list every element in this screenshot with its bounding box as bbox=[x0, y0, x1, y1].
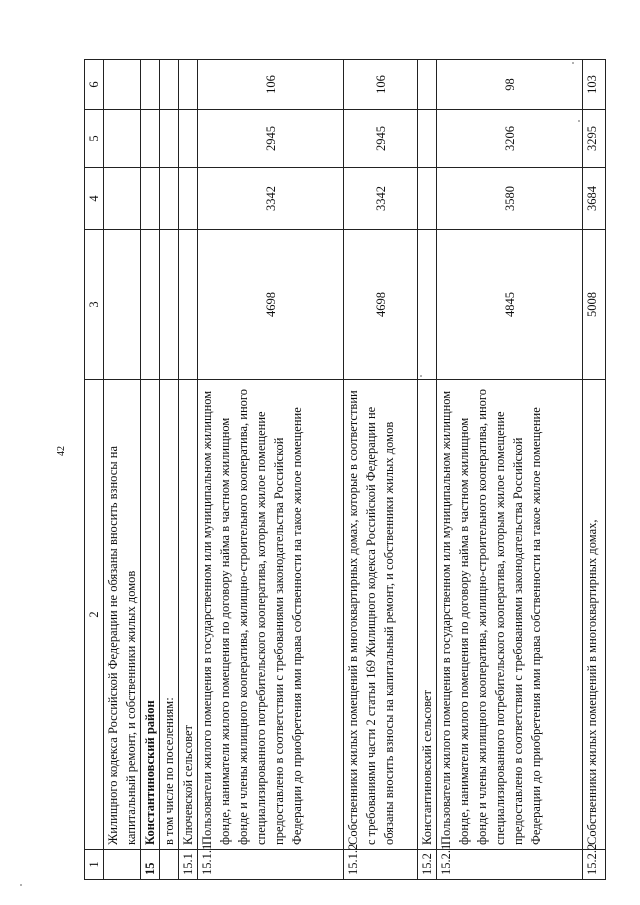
row-text: Собственники жилых помещений в многоквартирных домах, которые в соответствии с требованиями части 2 статьи 169 Жилищного кодекса Российской Федерации не обязаны вносить взносы на капитальный ремонт, и собственники жилых домов bbox=[344, 380, 418, 850]
header-col-5: 5 bbox=[85, 110, 104, 168]
header-col-3: 3 bbox=[85, 230, 104, 380]
table-row bbox=[583, 60, 606, 880]
value-cell bbox=[141, 110, 160, 168]
district-code: 15 bbox=[141, 850, 160, 880]
row-value-4: 3684 bbox=[583, 168, 606, 230]
including-text: в том числе по поселениям: bbox=[160, 380, 179, 850]
row-value-6 bbox=[179, 60, 198, 110]
header-col-2: 2 bbox=[85, 380, 104, 850]
value-cell bbox=[141, 168, 160, 230]
page-number: 42 bbox=[56, 446, 67, 456]
row-code: 15.2.2 bbox=[583, 850, 606, 880]
text-cell: Жилищного кодекса Российской Федерации не обязаны вносить взносы на капитальный ремонт, и собственники жилых домов bbox=[104, 380, 141, 850]
row-value-4 bbox=[179, 168, 198, 230]
scan-speck bbox=[20, 884, 22, 886]
row-code: 15.1 bbox=[179, 850, 198, 880]
row-value-4 bbox=[418, 168, 437, 230]
header-row bbox=[85, 60, 104, 880]
row-value-5: 2945 bbox=[344, 110, 418, 168]
row-value-5 bbox=[179, 110, 198, 168]
row-code: 15.1.1 bbox=[198, 850, 344, 880]
table-row bbox=[344, 60, 418, 880]
row-value-3 bbox=[418, 230, 437, 380]
table-row bbox=[198, 60, 344, 880]
row-value-4: 3342 bbox=[344, 168, 418, 230]
row-text: Собственники жилых помещений в многоквартирных домах, bbox=[583, 380, 606, 850]
table-row bbox=[179, 60, 198, 880]
row-text: Пользователи жилого помещения в государственном или муниципальном жилищном фонде, наниматели жилого помещения по договору найма в частном жилищном фонде и члены жилищного кооператива, жилищно-строительного кооператива, иного специализированного потребительского кооператива, которым жилое помещение предоставлено в соответствии с требованиями законодательства Российской Федерации до приобретения ими права собственности на такое жилое помещение bbox=[437, 380, 583, 850]
value-cell bbox=[141, 60, 160, 110]
value-cell bbox=[104, 230, 141, 380]
row-value-6 bbox=[418, 60, 437, 110]
row-value-3: 4845 bbox=[437, 230, 583, 380]
row-value-6: 106 bbox=[198, 60, 344, 110]
header-col-1: 1 bbox=[85, 850, 104, 880]
row-value-5: 2945 bbox=[198, 110, 344, 168]
row-value-5: 3206 bbox=[437, 110, 583, 168]
row-value-4: 3342 bbox=[198, 168, 344, 230]
value-cell bbox=[141, 230, 160, 380]
table-row bbox=[418, 60, 437, 880]
row-code: 15.1.2 bbox=[344, 850, 418, 880]
row-value-3: 4698 bbox=[344, 230, 418, 380]
row-code: 15.2 bbox=[418, 850, 437, 880]
header-col-4: 4 bbox=[85, 168, 104, 230]
row-text: Пользователи жилого помещения в государственном или муниципальном жилищном фонде, наниматели жилого помещения по договору найма в частном жилищном фонде и члены жилищного кооператива, жилищно-строительного кооператива, иного специализированного потребительского кооператива, которым жилое помещение предоставлено в соответствии с требованиями законодательства Российской Федерации до приобретения ими права собственности на такое жилое помещение bbox=[198, 380, 344, 850]
continuation-row bbox=[104, 60, 141, 880]
value-cell bbox=[104, 168, 141, 230]
row-value-3: 4698 bbox=[198, 230, 344, 380]
row-value-5 bbox=[418, 110, 437, 168]
tariff-table bbox=[84, 59, 606, 880]
rotated-table-wrapper bbox=[84, 60, 606, 880]
district-row bbox=[141, 60, 160, 880]
value-cell bbox=[160, 230, 179, 380]
row-value-4: 3580 bbox=[437, 168, 583, 230]
row-value-3 bbox=[179, 230, 198, 380]
value-cell bbox=[104, 60, 141, 110]
value-cell bbox=[160, 110, 179, 168]
row-value-5: 3295 bbox=[583, 110, 606, 168]
code-cell bbox=[160, 850, 179, 880]
value-cell bbox=[160, 168, 179, 230]
table-row bbox=[437, 60, 583, 880]
including-row bbox=[160, 60, 179, 880]
row-code: 15.2.1 bbox=[437, 850, 583, 880]
row-text: Константиновский сельсовет bbox=[418, 380, 437, 850]
district-name: Константиновский район bbox=[141, 380, 160, 850]
value-cell bbox=[104, 110, 141, 168]
row-value-3: 5008 bbox=[583, 230, 606, 380]
value-cell bbox=[160, 60, 179, 110]
row-value-6: 106 bbox=[344, 60, 418, 110]
row-text: Ключевской сельсовет bbox=[179, 380, 198, 850]
row-value-6: 98 bbox=[437, 60, 583, 110]
code-cell bbox=[104, 850, 141, 880]
row-value-6: 103 bbox=[583, 60, 606, 110]
header-col-6: 6 bbox=[85, 60, 104, 110]
